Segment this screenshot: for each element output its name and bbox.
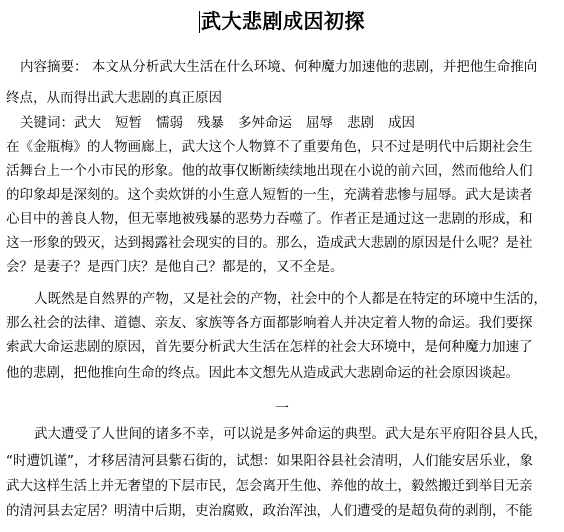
paragraph-2-line[interactable]: 那么社会的法律、道德、亲友、家族等各方面都影响着人并决定着人物的命运。我们要探: [6, 315, 533, 331]
paragraph-3-line[interactable]: “时遭饥谨”，才移居清河县紫石街的，试想：如果阳谷县社会清明，人们能安居乐业，象: [6, 453, 533, 469]
paragraph-2-line[interactable]: 人既然是自然界的产物，又是社会的产物，社会中的个人都是在特定的环境中生活的，: [34, 291, 547, 307]
paragraph-2-line[interactable]: 索武大命运悲剧的原因，首先要分析武大生活在怎样的社会大环境中，是何种魔力加速了: [6, 339, 533, 355]
keyword: 悲剧: [347, 115, 374, 131]
paragraph-1-line[interactable]: 的印象却是深刻的。这个卖炊饼的小生意人短暂的一生，充满着悲惨与屈辱。武大是读者: [6, 187, 533, 203]
keyword: 懦弱: [156, 115, 183, 131]
keyword: 成因: [388, 115, 415, 131]
abstract-line-1[interactable]: 内容摘要： 本文从分析武大生活在什么环境、何种魔力加速他的悲剧，并把他生命推向: [20, 59, 538, 75]
section-heading[interactable]: 一: [275, 401, 289, 417]
abstract-line-2[interactable]: 终点，从而得出武大悲剧的真正原因: [6, 90, 222, 106]
paragraph-1-line[interactable]: 在《金瓶梅》的人物画廊上，武大这个人物算不了重要角色，只不过是明代中后期社会生: [6, 139, 533, 155]
keyword: 多舛命运: [238, 115, 292, 131]
text-cursor: [199, 11, 200, 33]
keyword: 屈辱: [306, 115, 333, 131]
paragraph-1-line[interactable]: 这一形象的毁灭，达到揭露社会现实的目的。那么，造成武大悲剧的原因是什么呢？是社: [6, 235, 533, 251]
keyword: 残暴: [197, 115, 224, 131]
paragraph-3-line[interactable]: 武大遭受了人世间的诸多不幸，可以说是多舛命运的典型。武大是东平府阳谷县人氏，: [34, 426, 547, 442]
paragraph-1-line[interactable]: 活舞台上一个小市民的形象。他的故事仅断断续续地出现在小说的前六回，然而他给人们: [6, 163, 533, 179]
paragraph-2-line[interactable]: 他的悲剧，把他推向生命的终点。因此本文想先从造成武大悲剧命运的社会原因谈起。: [6, 365, 519, 381]
title-row: [0, 6, 564, 36]
keyword: 短暂: [115, 115, 142, 131]
paragraph-1-line[interactable]: 心目中的善良人物，但无辜地被残暴的恶势力吞噬了。作者正是通过这一悲剧的形成，和: [6, 211, 533, 227]
paragraph-3-line[interactable]: 武大这样生活上并无奢望的下层市民，怎会离开生他、养他的故土，毅然搬迁到举目无亲: [6, 478, 533, 494]
keywords-label: 关键词：: [20, 115, 74, 131]
keywords-line[interactable]: [20, 112, 558, 134]
keyword: 武大: [74, 115, 101, 131]
paragraph-1-line[interactable]: 会？是妻子？是西门庆？是他自己？都是的，又不全是。: [6, 259, 344, 275]
paragraph-3-line[interactable]: 的清河县去定居？明清中后期，吏治腐败，政治浑浊，人们遭受的是超负荷的剥削，不能: [6, 503, 533, 519]
document-title[interactable]: 武大悲剧成因初探: [201, 9, 365, 33]
